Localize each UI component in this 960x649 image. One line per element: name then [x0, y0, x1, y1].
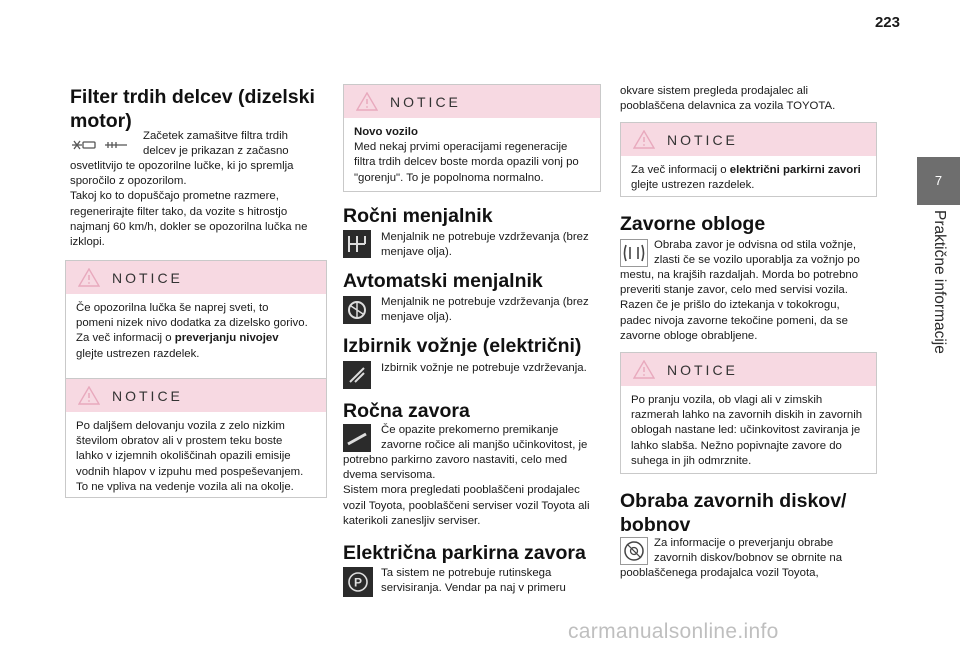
notice-line: suhega in jih odmrznite. — [631, 454, 752, 467]
notice-line: pomeni nizek nivo dodatka za dizelsko gorivo. — [76, 317, 308, 330]
text-line: menjave olja). — [381, 311, 452, 324]
brake-discs-title — [620, 489, 846, 537]
warning-triangle-icon — [78, 268, 100, 287]
warning-triangle-icon — [78, 386, 100, 405]
text-line: servisiranja. Vendar pa naj v primeru — [381, 582, 566, 595]
text-line: mestu, na krajših razdaljah. Morda bo potrebno — [620, 269, 859, 281]
notice-line: Po daljšem delovanju vozila z zelo nizkim — [76, 420, 285, 432]
text-line: Razen če je prišlo do iztekanja v tokokrogu, — [620, 299, 840, 312]
dpf-title-line2: motor) — [70, 110, 132, 132]
text-line: Obraba zavor je odvisna od stila vožnje, — [654, 239, 856, 251]
dpf-intro-line: delcev je prikazan z začasno — [143, 145, 289, 158]
parking-brake-icon — [343, 567, 373, 597]
automatic-gearbox-icon — [343, 296, 371, 324]
brake-discs-title-line1: Obraba zavornih diskov/ — [620, 490, 847, 512]
notice-header — [66, 261, 326, 294]
warning-triangle-icon — [633, 130, 655, 149]
notice-box-ice — [620, 352, 877, 474]
notice-header — [344, 85, 600, 118]
text-line: Menjalnik ne potrebuje vzdrževanja (brez — [381, 231, 589, 243]
chapter-label-text: Praktične informacije — [930, 210, 948, 354]
text-line: zavornih diskov/bobnov se obrnite na — [654, 552, 843, 565]
text-line: dvema servisoma. — [343, 469, 436, 482]
notice-line: lahko v izjemnih okoliščinah opazili emisije — [76, 450, 291, 463]
notice-line: razmerah lahko na zavornih diskih in zavornih — [631, 409, 863, 422]
notice-title: NOTICE — [667, 132, 738, 148]
drive-selector-icon — [343, 361, 371, 389]
notice-body — [66, 412, 326, 503]
brake-pads-title: Zavorne obloge — [620, 213, 766, 235]
dpf-intro-line: Začetek zamašitve filtra trdih — [143, 130, 288, 142]
dpf-title — [70, 85, 315, 133]
warning-triangle-icon — [356, 92, 378, 111]
dpf-intro-line: regenerirajte filter tako, da vozite s hitrostjo — [70, 205, 288, 218]
notice-line: Med nekaj prvimi operacijami regeneracije — [354, 141, 568, 154]
notice-line: oblogah nastane led: učinkovitost zaviranja je — [631, 424, 861, 437]
automatic-gearbox-text — [381, 295, 599, 325]
notice-line: Po pranju vozila, ob vlagi ali v zimskih — [631, 394, 823, 406]
text-line: preveriti stanje zavor, celo med servisi vozila. — [620, 284, 848, 297]
dpf-warning-icon — [70, 135, 130, 155]
notice-bold-link: električni parkirni zavori — [729, 164, 861, 176]
text-line: Za informacije o preverjanju obrabe — [654, 537, 834, 549]
handbrake-text-rest — [343, 453, 603, 529]
notice-body — [344, 118, 600, 194]
text-line: okvare sistem pregleda prodajalec ali — [620, 85, 809, 97]
epb-continued-text — [620, 84, 880, 114]
notice-box-new-vehicle — [343, 84, 601, 192]
notice-body — [66, 294, 326, 370]
notice-line-text: Za več informacij o — [631, 164, 730, 176]
notice-line: vodnih hlapov v izpuhu med pospeševanjem. — [76, 465, 304, 478]
dpf-intro-rest — [70, 159, 330, 250]
notice-line: Če opozorilna lučka še naprej sveti, to — [76, 302, 269, 314]
notice-body — [621, 386, 876, 477]
brake-discs-title-line2: bobnov — [620, 514, 691, 536]
chapter-tab[interactable]: 7 — [917, 157, 960, 205]
handbrake-text-first — [381, 423, 599, 453]
svg-text:P: P — [353, 575, 363, 590]
notice-title: NOTICE — [112, 388, 183, 404]
brake-discs-text-first — [654, 536, 878, 566]
electric-parking-brake-text — [381, 566, 599, 596]
text-line: Izbirnik vožnje ne potrebuje vzdrževanja. — [381, 362, 587, 374]
brake-disc-icon — [620, 537, 648, 565]
notice-heading: Novo vozilo — [354, 126, 418, 138]
brake-pads-text-first — [654, 238, 878, 268]
text-line: Če opazite prekomerno premikanje — [381, 424, 559, 436]
notice-header — [621, 353, 876, 386]
notice-body — [621, 156, 876, 201]
page-number: 223 — [874, 14, 900, 31]
notice-box-epb — [620, 122, 877, 197]
watermark: carmanualsonline.info — [568, 620, 779, 643]
notice-box-emissions — [65, 378, 327, 498]
text-line: zlasti če se vozilo uporablja za vožnjo po — [654, 254, 860, 267]
notice-line: glejte ustrezen razdelek. — [76, 347, 200, 360]
dpf-intro-line: Takoj ko to dopuščajo prometne razmere, — [70, 190, 279, 203]
warning-triangle-icon — [633, 360, 655, 379]
notice-title: NOTICE — [390, 94, 461, 110]
brake-pads-text-rest — [620, 268, 880, 344]
handbrake-icon — [343, 424, 371, 452]
text-line: Ta sistem ne potrebuje rutinskega — [381, 567, 552, 579]
notice-line: lahko slabša. Nežno popivnajte zavore do — [631, 439, 842, 452]
notice-line: glejte ustrezen razdelek. — [631, 179, 755, 192]
manual-gearbox-text — [381, 230, 599, 260]
text-line: potrebno parkirno zavoro nastaviti, celo med — [343, 454, 568, 466]
notice-line: filtra trdih delcev boste morda opazili vonj po — [354, 156, 579, 169]
drive-selector-text — [381, 361, 599, 376]
dpf-intro-line: sporočilo z opozorilom. — [70, 175, 187, 188]
text-line: zavorne obloge obrabljene. — [620, 329, 758, 342]
text-line: katerikoli zanesljiv serviser. — [343, 514, 481, 527]
notice-line: številom obratov ali v prostem teku boste — [76, 435, 283, 448]
text-line: padec nivoja zavorne tekočine pomeni, da se — [620, 314, 848, 327]
text-line: zavorne ročice ali manjšo učinkovitost, je — [381, 439, 588, 452]
notice-line: "gorenju". To je popolnoma normalno. — [354, 171, 544, 184]
handbrake-title: Ročna zavora — [343, 400, 470, 422]
manual-gearbox-title: Ročni menjalnik — [343, 205, 493, 227]
notice-line — [76, 331, 316, 346]
electric-parking-brake-title: Električna parkirna zavora — [343, 542, 586, 564]
chapter-label — [917, 210, 960, 385]
notice-line-text: Za več informacij o — [76, 332, 175, 345]
text-line: pooblaščenega prodajalca vozil Toyota, — [620, 567, 819, 579]
text-line: pooblaščena delavnica za vozila TOYOTA. — [620, 100, 836, 113]
notice-header — [621, 123, 876, 156]
notice-bold-link: preverjanju nivojev — [174, 332, 279, 345]
manual-gearbox-icon — [343, 230, 371, 258]
notice-header — [66, 379, 326, 412]
dpf-title-line1: Filter trdih delcev (dizelski — [70, 86, 315, 108]
text-line: Sistem mora pregledati pooblaščeni prodajalec — [343, 484, 580, 497]
automatic-gearbox-title: Avtomatski menjalnik — [343, 270, 543, 292]
notice-title: NOTICE — [667, 362, 738, 378]
text-line: vozil Toyota, pooblaščeni serviser vozil Toyota ali — [343, 499, 590, 512]
notice-line: To ne vpliva na vedenje vozila ali na okolje. — [76, 480, 294, 493]
dpf-intro-line: osvetlitvijo te opozorilne lučke, ki jo spremlja — [70, 160, 294, 172]
notice-box-additive — [65, 260, 327, 379]
dpf-intro-line: najmanj 60 km/h, dokler se opozorilna lučka ne — [70, 220, 308, 233]
text-line: menjave olja). — [381, 246, 452, 259]
brake-discs-text-rest — [620, 566, 880, 581]
dpf-intro-first — [143, 129, 323, 159]
text-line: Menjalnik ne potrebuje vzdrževanja (brez — [381, 296, 589, 308]
notice-title: NOTICE — [112, 270, 183, 286]
drive-selector-title: Izbirnik vožnje (električni) — [343, 335, 582, 357]
dpf-intro-line: izklopi. — [70, 236, 105, 249]
notice-line — [631, 163, 866, 178]
brake-pads-icon — [620, 239, 648, 267]
